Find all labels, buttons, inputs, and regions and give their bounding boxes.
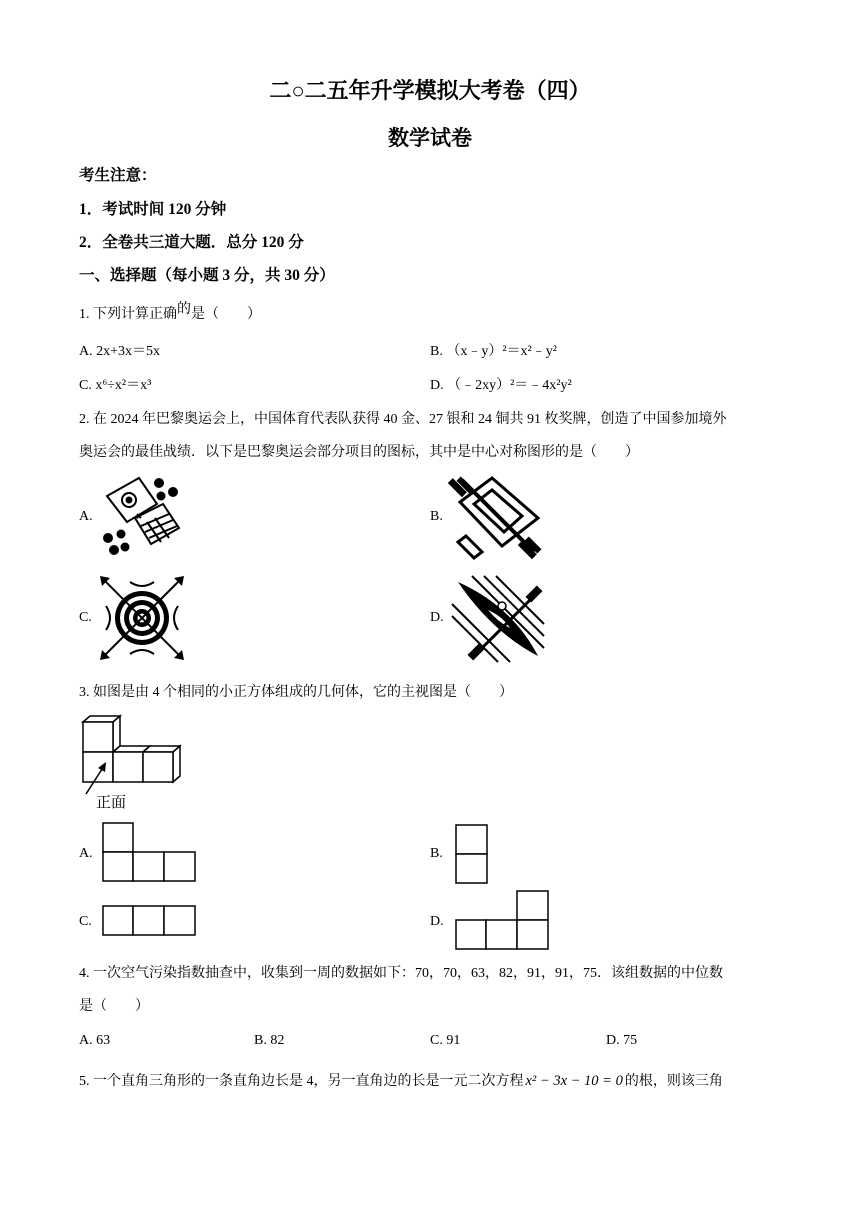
solid-figure-diagram bbox=[78, 714, 188, 814]
q4-option-a: A. 63 bbox=[79, 1033, 111, 1048]
notes-item: 2．全卷共三道大题．总分 120 分 bbox=[79, 234, 304, 251]
q3-option-b-figure bbox=[455, 824, 489, 884]
q2-label-b: B. bbox=[430, 509, 443, 524]
football-pictogram-icon bbox=[97, 474, 185, 560]
q1-option-c: C. x⁶÷x²＝x³ bbox=[79, 378, 152, 393]
canoe-pictogram-icon bbox=[452, 576, 544, 662]
q3-option-d-figure bbox=[455, 890, 549, 950]
front-view-label: 正面 bbox=[96, 793, 127, 811]
q3-option-a-figure bbox=[102, 822, 196, 882]
question-4-line2: 是（ ） bbox=[79, 999, 149, 1014]
weightlifting-pictogram-icon bbox=[452, 474, 542, 560]
q1-option-d: D. （﹣2xy）²＝﹣4x²y² bbox=[430, 378, 572, 393]
notes-item: 1．考试时间 120 分钟 bbox=[79, 201, 227, 218]
exam-title: 二○二五年升学模拟大考卷（四） bbox=[269, 78, 591, 103]
question-5-stem: 5. 一个直角三角形的一条直角边长是 4，另一直角边的长是一元二次方程 x² − 3x − 10 = 0 的根，则该三角 bbox=[79, 1073, 723, 1089]
question-2-line2: 奥运会的最佳战绩．以下是巴黎奥运会部分项目的图标，其中是中心对称图形的是（ ） bbox=[79, 445, 639, 460]
question-4-line1: 4. 一次空气污染指数抽查中，收集到一周的数据如下：70，70，63，82，91，91，75．该组数据的中位数 bbox=[79, 966, 723, 981]
q3-label-d: D. bbox=[430, 914, 444, 929]
archery-target-icon bbox=[100, 576, 184, 660]
notes-heading: 考生注意： bbox=[79, 167, 157, 184]
q3-option-c-figure bbox=[102, 905, 196, 937]
q4-option-d: D. 75 bbox=[606, 1033, 638, 1048]
question-3-stem: 3. 如图是由 4 个相同的小正方体组成的几何体，它的主视图是（ ） bbox=[79, 685, 513, 700]
q3-label-a: A. bbox=[79, 846, 93, 861]
q3-label-c: C. bbox=[79, 914, 92, 929]
q4-option-b: B. 82 bbox=[254, 1033, 285, 1048]
q1-option-b: B. （x﹣y）²＝x²﹣y² bbox=[430, 344, 557, 359]
q2-label-a: A. bbox=[79, 509, 93, 524]
q3-label-b: B. bbox=[430, 846, 443, 861]
q2-label-d: D. bbox=[430, 610, 444, 625]
question-1-stem: 1. 下列计算正确的是（ ） bbox=[79, 302, 261, 322]
q4-option-c: C. 91 bbox=[430, 1033, 461, 1048]
q2-label-c: C. bbox=[79, 610, 92, 625]
q5-equation: x² − 3x − 10 = 0 bbox=[525, 1073, 623, 1089]
exam-subtitle: 数学试卷 bbox=[388, 126, 472, 150]
section-heading: 一、选择题（每小题 3 分，共 30 分） bbox=[79, 267, 335, 284]
question-2-line1: 2. 在 2024 年巴黎奥运会上，中国体育代表队获得 40 金、27 银和 24 铜共 91 枚奖牌，创造了中国参加境外 bbox=[79, 412, 727, 427]
q1-option-a: A. 2x+3x＝5x bbox=[79, 344, 161, 359]
